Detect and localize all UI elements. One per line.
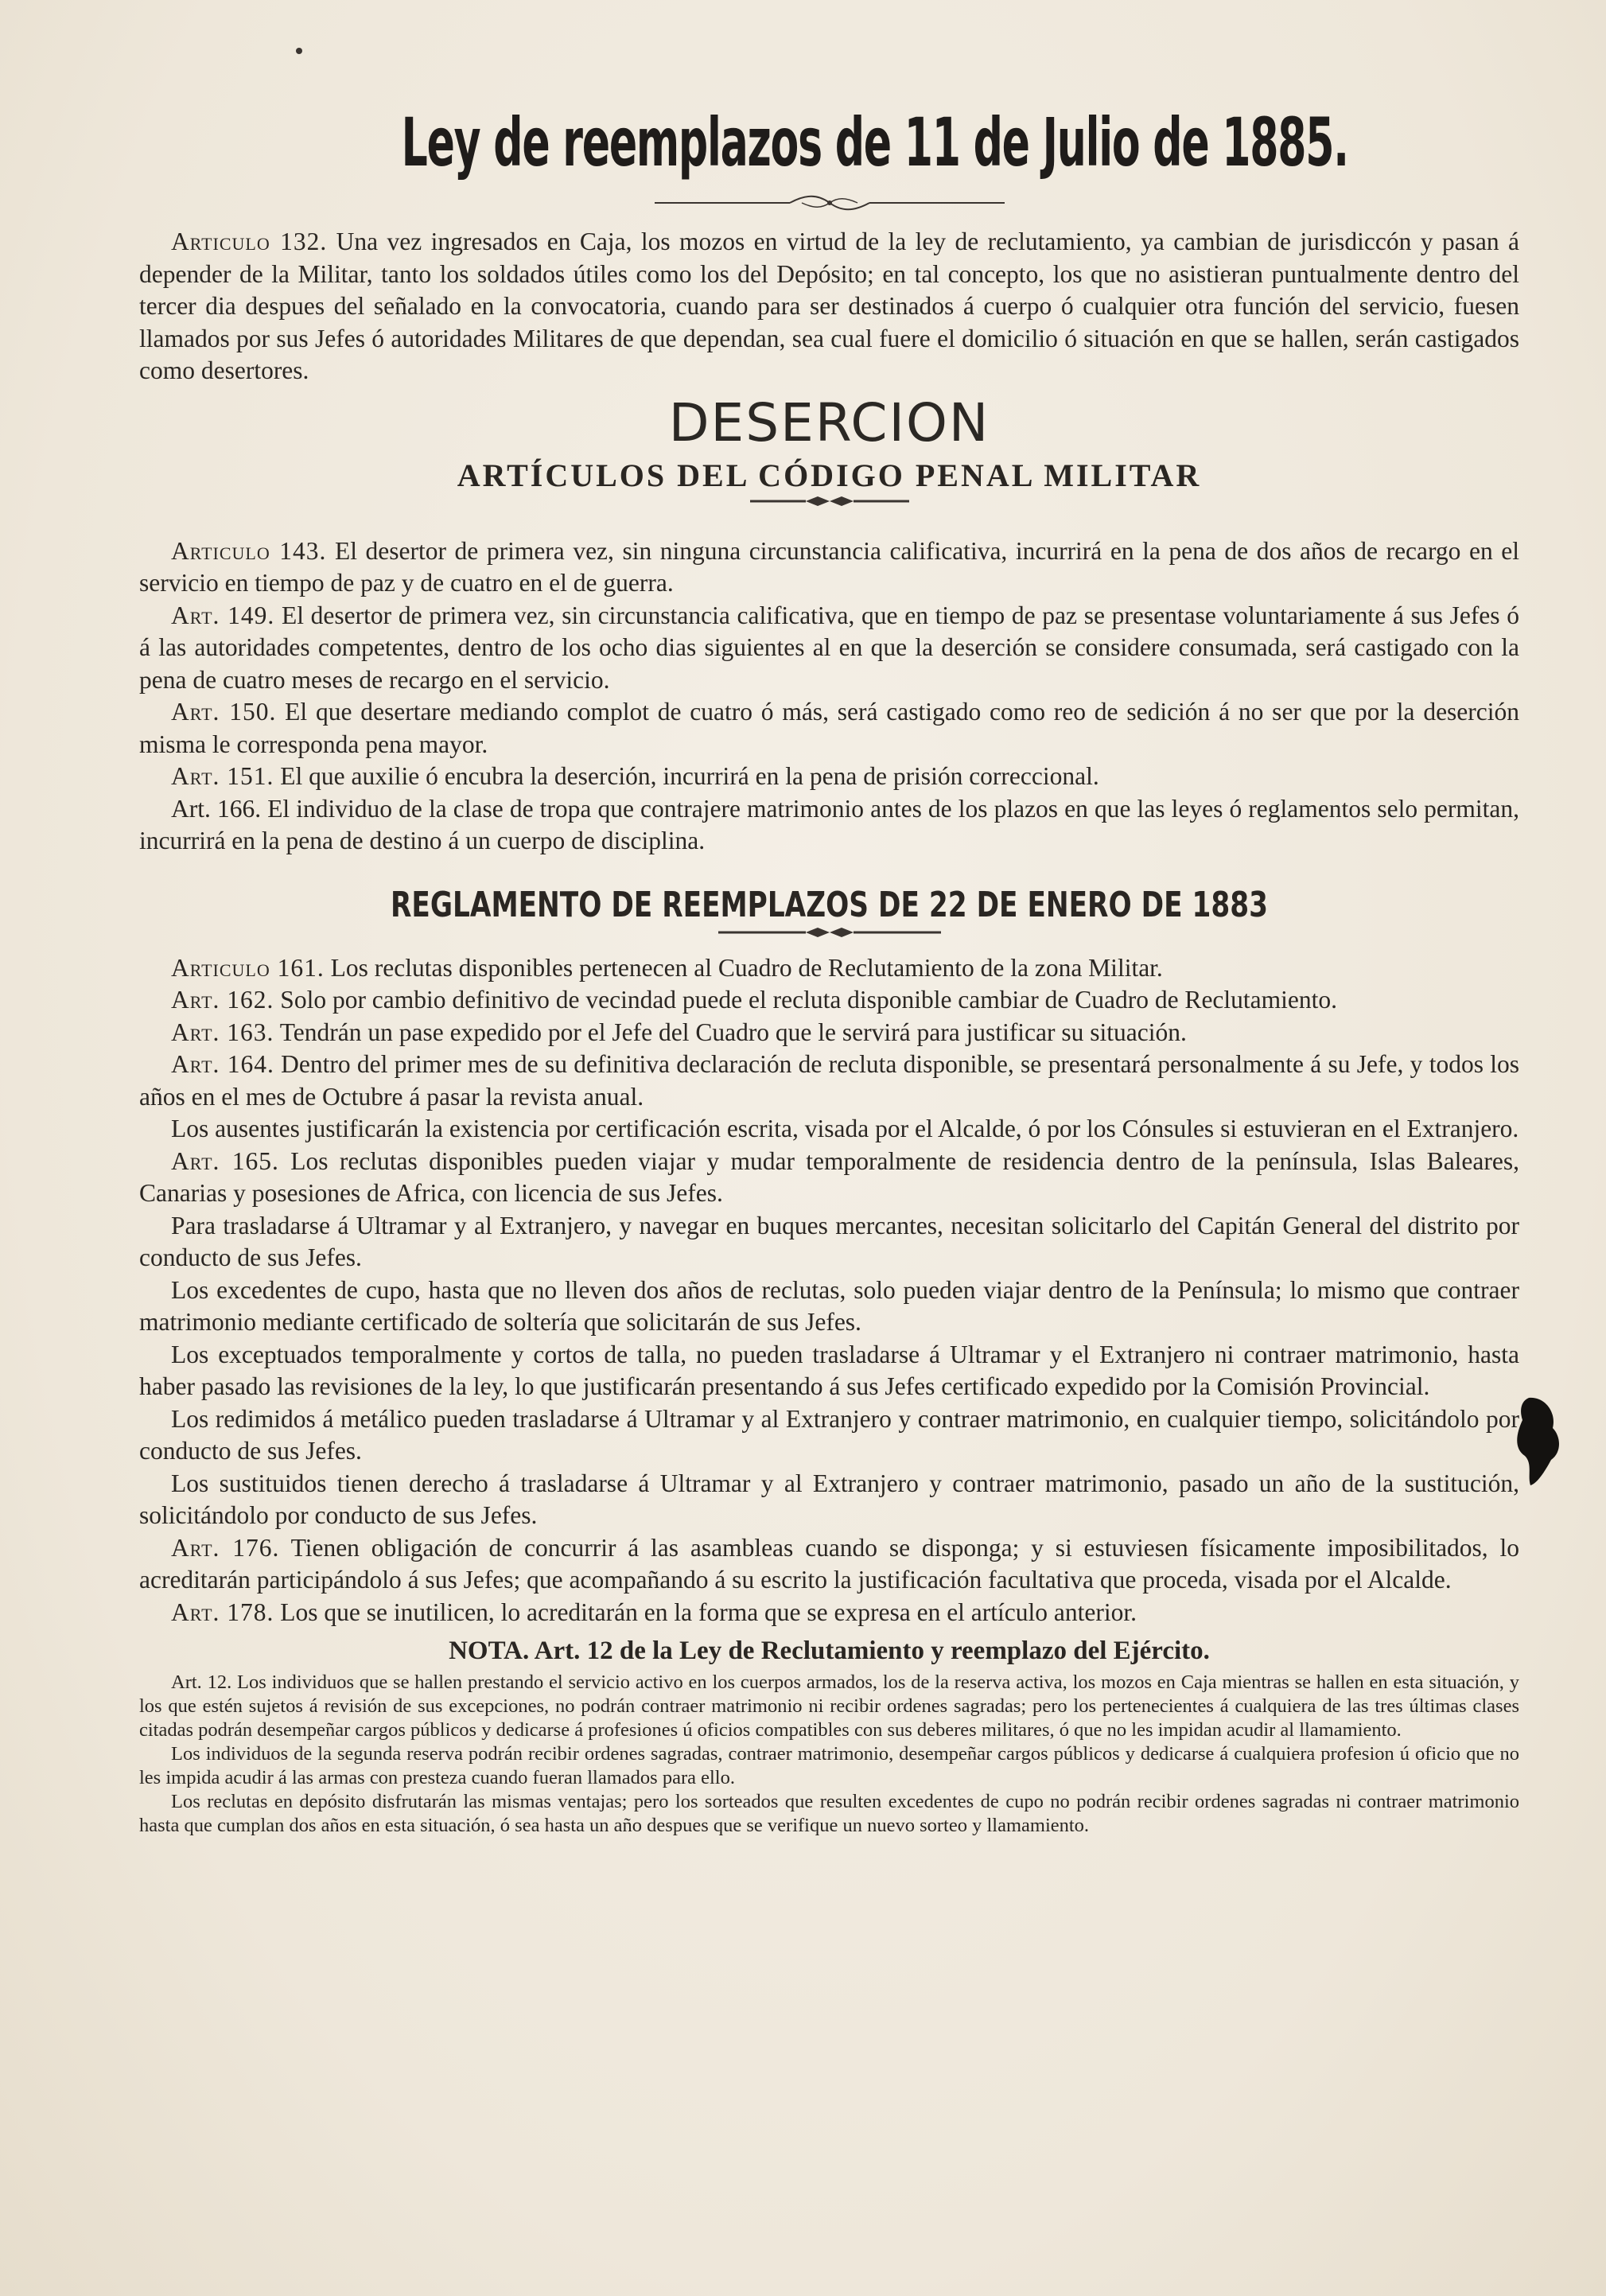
- article-label: Art. 164.: [171, 1050, 274, 1078]
- divider-flourish: [647, 193, 1013, 213]
- nota-paragraph: Art. 12. Los individuos que se hallen prestando el servicio activo en los cuerpos armados, los de la reserva activa, los mozos en Caja mientras se hallen en esta situación, y los que estén sujetos á revisión de sus excepciones, no podrán contraer matrimonio ni recibir ordenes sagradas; pero los pertenecientes á cualquiera de las tres últimas clases citadas podrán desempeñar cargos públicos y dedicarse á profesiones ú oficios compatibles con sus deberes militares, ó que no les impidan acudir al llamamiento.: [139, 1671, 1519, 1741]
- ink-stain: [1513, 1396, 1562, 1488]
- article-text: El que desertare mediando complot de cuatro ó más, será castigado como reo de sedición á no ser que por la deserción misma le corresponda pena mayor.: [139, 698, 1520, 758]
- reglamento-paragraph: [139, 1049, 1519, 1113]
- reglamento-paragraph: [139, 984, 1519, 1017]
- desercion-articles: [139, 535, 1519, 858]
- article-label: Art. 163.: [171, 1018, 274, 1046]
- article-label: Articulo 132.: [171, 228, 328, 255]
- article-label: Art. 162.: [171, 986, 274, 1014]
- article-label: Art. 176.: [171, 1533, 280, 1562]
- reglamento-paragraph: [139, 1146, 1519, 1210]
- article-text: Tendrán un pase expedido por el Jefe del Cuadro que le servirá para justificar su situación.: [279, 1018, 1187, 1046]
- page-title: Ley de reemplazos de 11 de Julio de 1885.: [401, 103, 1348, 181]
- document-page: [139, 103, 1519, 1838]
- article-label: Art. 151.: [171, 762, 274, 790]
- reglamento-paragraph: [139, 1339, 1519, 1403]
- article-text: El que auxilie ó encubra la deserción, incurrirá en la pena de prisión correccional.: [280, 762, 1099, 790]
- ink-dot: [296, 48, 302, 54]
- section-heading-reglamento: REGLAMENTO DE REEMPLAZOS DE 22 DE ENERO DE 1883: [390, 884, 1269, 925]
- article-text: Tienen obligación de concurrir á las asambleas cuando se disponga; y si estuviesen físicamente imposibilitados, lo acreditarán participándolo á sus Jefes; que acompañando á su escrito la justificación facultativa que proceda, visada por el Alcalde.: [139, 1533, 1519, 1594]
- section-heading-desercion: DESERCION: [668, 391, 990, 453]
- nota-paragraph: Los individuos de la segunda reserva podrán recibir ordenes sagradas, contraer matrimonio, desempeñar cargos públicos y dedicarse á cualquiera profesion ú oficio que no les impida acudir á las armas con presteza cuando fueran llamados para ello.: [139, 1743, 1519, 1788]
- section-subheading-codigo: ARTÍCULOS DEL CÓDIGO PENAL MILITAR: [457, 457, 1202, 493]
- nota-heading: NOTA. Art. 12 de la Ley de Reclutamiento y reemplazo del Ejército.: [449, 1636, 1210, 1665]
- article-132: [139, 226, 1519, 387]
- paragraph-text: Los ausentes justificarán la existencia por certificación escrita, visada por el Alcalde, ó por los Cónsules si estuvieran en el Extranjero.: [171, 1115, 1519, 1142]
- article-text: Los reclutas disponibles pueden viajar y mudar temporalmente de residencia dentro de la península, Islas Baleares, Canarias y posesiones de Africa, con licencia de sus Jefes.: [139, 1146, 1519, 1207]
- reglamento-paragraph: [139, 1403, 1519, 1468]
- nota-paragraphs: [139, 1671, 1519, 1838]
- reglamento-paragraph: [139, 1210, 1519, 1274]
- desercion-article: [139, 761, 1519, 793]
- article-label: Articulo 161.: [171, 953, 325, 982]
- reglamento-paragraph: [139, 952, 1519, 985]
- reglamento-paragraph: [139, 1017, 1519, 1049]
- article-label: Art. 150.: [171, 698, 277, 726]
- article-text: Los reclutas disponibles pertenecen al Cuadro de Reclutamiento de la zona Militar.: [330, 953, 1163, 982]
- paragraph-text: Para trasladarse á Ultramar y al Extranjero, y navegar en buques mercantes, necesitan solicitarlo del Capitán General del distrito por conducto de sus Jefes.: [139, 1211, 1519, 1271]
- article-text: Dentro del primer mes de su definitiva declaración de recluta disponible, se presentará personalmente á su Jefe, y todos los años en el mes de Octubre á pasar la revista anual.: [139, 1050, 1519, 1111]
- paragraph-text: Los sustituidos tienen derecho á trasladarse á Ultramar y al Extranjero y contraer matrimonio, pasado un año de la sustitución, solicitándolo por conducto de sus Jefes.: [139, 1469, 1519, 1529]
- article-label: Art. 166.: [171, 794, 262, 823]
- reglamento-paragraph: [139, 1274, 1519, 1339]
- nota-paragraph: Los reclutas en depósito disfrutarán las mismas ventajas; pero los sorteados que resulten excedentes de cupo no podrán recibir ordenes sagradas ni contraer matrimonio hasta que cumplan dos años en esta situación, ó sea hasta un año despues que se verifique un nuevo sorteo y llamamiento.: [139, 1791, 1519, 1836]
- desercion-article: [139, 793, 1519, 858]
- reglamento-paragraph: [139, 1113, 1519, 1146]
- reglamento-paragraph: [139, 1468, 1519, 1532]
- article-label: Art. 149.: [171, 601, 275, 629]
- article-text: Los que se inutilicen, lo acreditarán en la forma que se expresa en el artículo anterior.: [280, 1597, 1137, 1626]
- reglamento-paragraph: [139, 1597, 1519, 1629]
- article-label: Articulo 143.: [171, 536, 327, 565]
- article-text: El desertor de primera vez, sin ninguna circunstancia calificativa, incurrirá en la pena de dos años de recargo en el servicio en tiempo de paz y de cuatro en el de guerra.: [139, 536, 1519, 597]
- paragraph-text: Los excedentes de cupo, hasta que no lleven dos años de reclutas, solo pueden viajar dentro de la Península; lo mismo que contraer matrimonio mediante certificado de soltería que solicitarán de sus Jefes.: [139, 1275, 1519, 1336]
- article-text: Solo por cambio definitivo de vecindad puede el recluta disponible cambiar de Cuadro de Reclutamiento.: [280, 986, 1338, 1014]
- desercion-article: [139, 535, 1519, 600]
- divider-ornament: [710, 925, 949, 940]
- desercion-article: [139, 696, 1519, 761]
- desercion-article: [139, 600, 1519, 697]
- article-text: El individuo de la clase de tropa que contrajere matrimonio antes de los plazos en que las leyes ó reglamentos selo permitan, incurrirá en la pena de destino á un cuerpo de disciplina.: [139, 794, 1520, 854]
- article-label: Art. 165.: [171, 1146, 279, 1175]
- article-text: Una vez ingresados en Caja, los mozos en virtud de la ley de reclutamiento, ya cambian de jurisdiccón y pasan á depender de la Militar, tanto los soldados útiles como los del Depósito; en tal concepto, los que no asistieran puntualmente dentro del tercer dia despues del señalado en la convocatoria, cuando para ser destinados á cuerpo ó cualquier otra función del servicio, fuesen llamados por sus Jefes ó autoridades Militares de que dependan, sea cual fuere el domicilio ó situación en que se hallen, serán castigados como desertores.: [139, 228, 1519, 384]
- article-text: El desertor de primera vez, sin circunstancia calificativa, que en tiempo de paz se presentase voluntariamente á sus Jefes ó á las autoridades competentes, dentro de los ocho dias siguientes al en que la deserción se considere consumada, será castigado con la pena de cuatro meses de recargo en el servicio.: [139, 601, 1519, 694]
- divider-ornament: [742, 494, 917, 508]
- article-label: Art. 178.: [171, 1597, 274, 1626]
- paragraph-text: Los exceptuados temporalmente y cortos de talla, no pueden trasladarse á Ultramar y el Extranjero ni contraer matrimonio, hasta haber pasado las revisiones de la ley, lo que justificarán presentando á sus Jefes certificado expedido por la Comisión Provincial.: [139, 1340, 1519, 1400]
- reglamento-paragraph: [139, 1532, 1519, 1597]
- reglamento-articles: [139, 952, 1519, 1629]
- paragraph-text: Los redimidos á metálico pueden trasladarse á Ultramar y al Extranjero y contraer matrimonio, en cualquier tiempo, solicitándolo por conducto de sus Jefes.: [139, 1404, 1519, 1465]
